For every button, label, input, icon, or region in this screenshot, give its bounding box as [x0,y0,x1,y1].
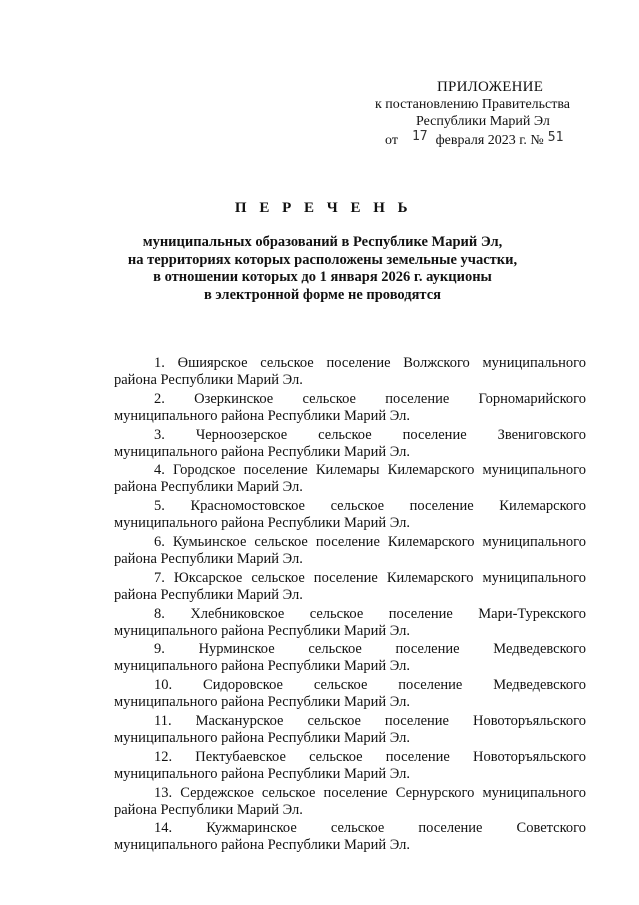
list-item-line1: 10. Сидоровское сельское поселение Медведевского [154,677,586,694]
date-rest: февраля 2023 г. № [435,133,544,148]
list-item [114,677,586,711]
list-item-line2: муниципального района Республики Марий Эл. [114,515,410,532]
list-item-line1: 12. Пектубаевское сельское поселение Новоторъяльского [154,748,586,765]
list-item-line1: 11. Масканурское сельское поселение Новоторъяльского [154,712,586,729]
list-item-line1: 14. Кужмаринское сельское поселение Советского [154,820,586,837]
list-item-line2: муниципального района Республики Марий Эл. [114,837,410,854]
list-item-line1: 8. Хлебниковское сельское поселение Мари-Турекского [154,605,586,622]
list-item-line2: района Республики Марий Эл. [114,479,303,496]
list-item [114,391,586,425]
list-item-line2: муниципального района Республики Марий Эл. [114,622,410,639]
from-label: от [385,133,398,148]
list-item-line1: 13. Сердежское сельское поселение Сернурского муниципального [154,784,586,801]
list-item [114,641,586,675]
appendix-republic-line: Республики Марий Эл [416,114,550,129]
list-item-line1: 2. Озеркинское сельское поселение Горномарийского [154,390,586,407]
date-day-handwritten: 17 [411,129,428,144]
list-item-line1: 1. Өшиярское сельское поселение Волжского муниципального [154,355,586,371]
list-item [114,820,586,854]
subtitle-line: на территориях которых расположены земельные участки, [127,251,518,268]
list-item [114,498,586,532]
list-item-line2: района Республики Марий Эл. [114,801,303,818]
list-subtitle [0,234,639,304]
list-item-line1: 6. Кумьинское сельское поселение Килемарского муниципального [154,533,586,550]
list-item [114,570,586,604]
municipality-list [114,355,586,856]
subtitle-line: в отношении которых до 1 января 2026 г. аукционы [153,269,492,285]
list-item-line2: района Республики Марий Эл. [114,372,303,388]
document-number-handwritten: 51 [547,130,564,145]
appendix-date-line [385,129,564,149]
list-item-line1: 5. Красномостовское сельское поселение Килемарского [154,498,586,515]
list-item-line2: муниципального района Республики Марий Эл. [114,694,410,711]
list-item-line2: муниципального района Республики Марий Эл. [114,443,410,460]
subtitle-line: в электронной форме не проводятся [203,286,442,303]
list-item-line2: муниципального района Республики Марий Эл. [114,729,410,746]
list-item-line2: муниципального района Республики Марий Эл. [114,658,410,675]
list-item [114,606,586,640]
list-item [114,713,586,747]
list-item-line1: 9. Нурминское сельское поселение Медведевского [154,641,586,658]
list-title: П Е Р Е Ч Е Н Ь [234,200,413,216]
list-item-line1: 7. Юксарское сельское поселение Килемарского муниципального [154,569,586,586]
subtitle-line: муниципальных образований в Республике Марий Эл, [142,234,503,250]
list-item-line2: муниципального района Республики Марий Эл. [114,765,410,782]
list-item [114,749,586,783]
list-item [114,427,586,461]
list-item-line2: муниципального района Республики Марий Эл. [114,407,410,424]
list-item-line1: 3. Черноозерское сельское поселение Звениговского [154,426,586,443]
list-item [114,785,586,819]
list-item-line1: 4. Городское поселение Килемары Килемарского муниципального [154,462,586,479]
list-item-line2: района Республики Марий Эл. [114,586,303,603]
list-item [114,355,586,389]
appendix-reference-line: к постановлению Правительства [375,97,571,112]
list-item [114,462,586,496]
list-item-line2: района Республики Марий Эл. [114,550,303,567]
list-item [114,534,586,568]
appendix-title: ПРИЛОЖЕНИЕ [437,79,544,95]
